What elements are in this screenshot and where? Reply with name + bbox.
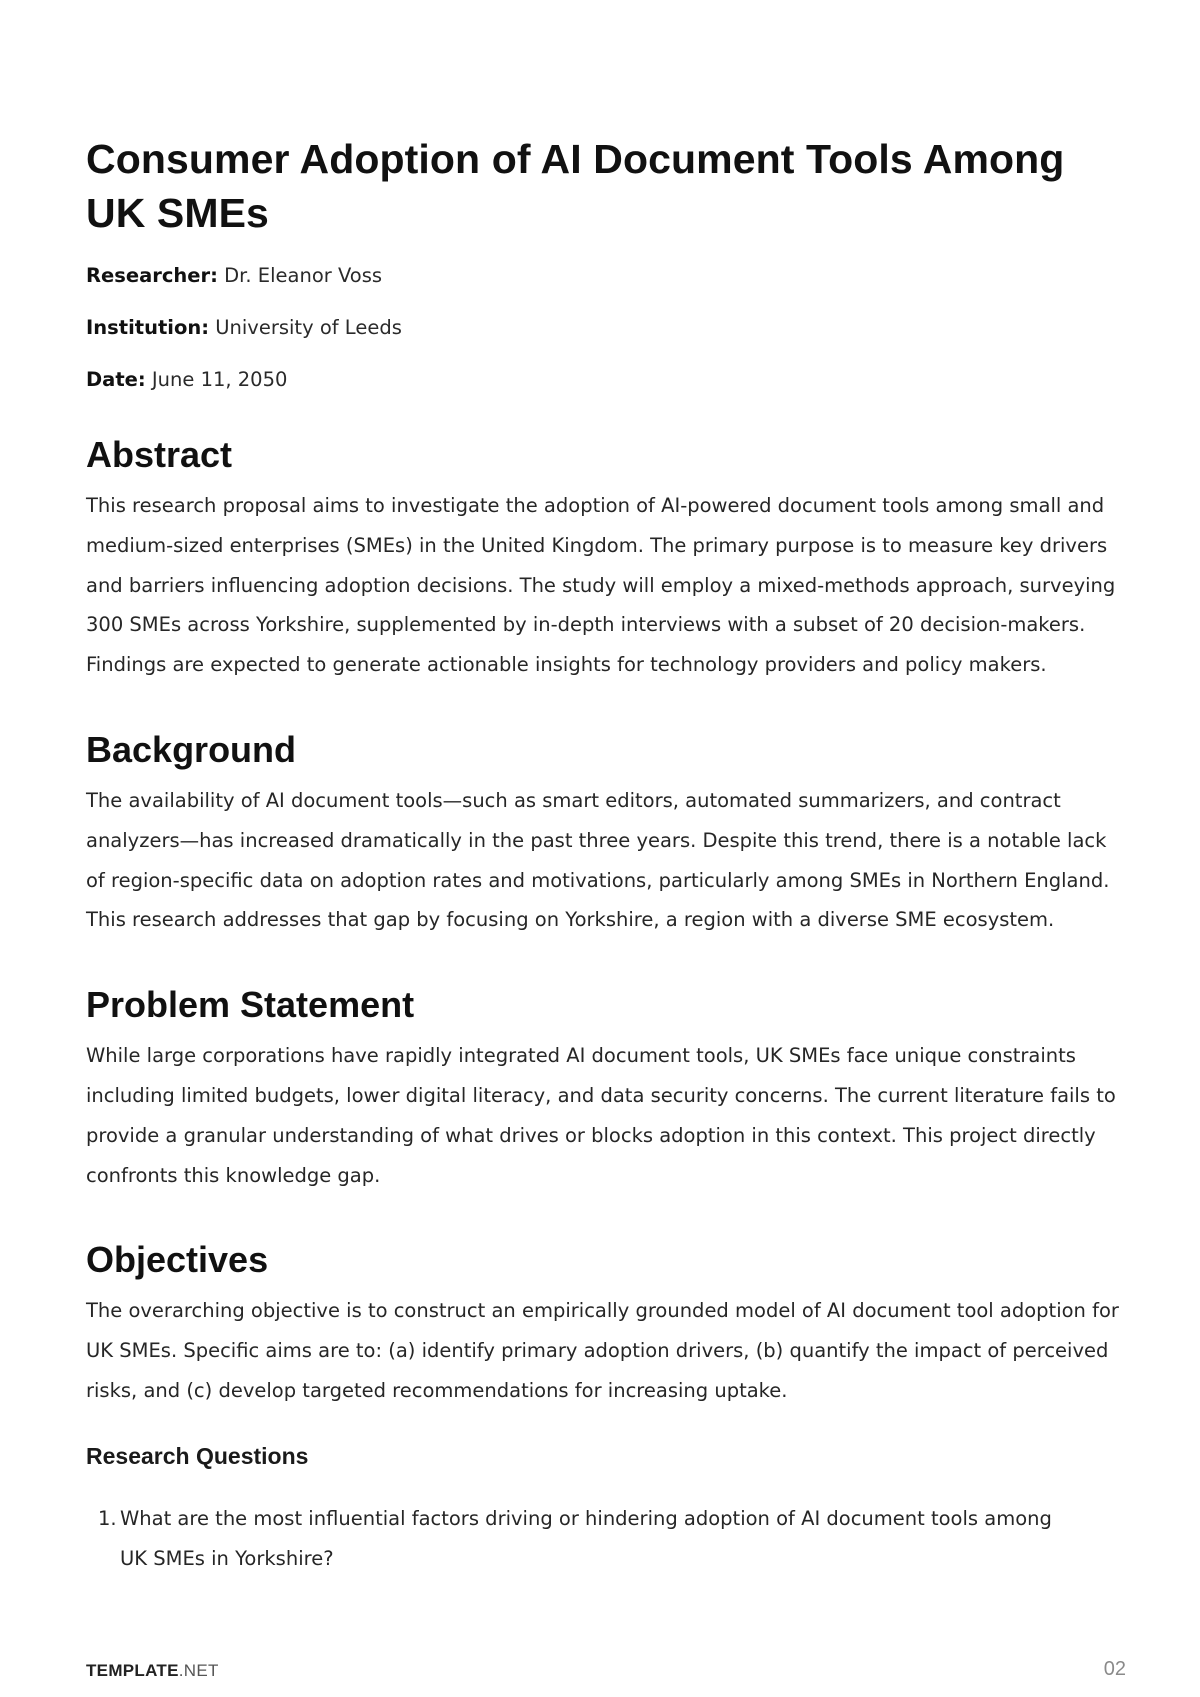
page-number: 02 bbox=[1103, 1658, 1126, 1680]
abstract-section bbox=[86, 432, 1126, 685]
document-page bbox=[86, 132, 1126, 1578]
question-number: 1. bbox=[98, 1506, 117, 1530]
question-text: What are the most influential factors driving or hindering adoption of AI document tools among UK SMEs in Yorkshire? bbox=[120, 1506, 1052, 1570]
meta-institution-label: Institution: bbox=[86, 316, 210, 339]
problem-statement-section bbox=[86, 982, 1126, 1195]
objectives-section bbox=[86, 1237, 1126, 1578]
background-section bbox=[86, 727, 1126, 940]
background-body: The availability of AI document tools—such as smart editors, automated summarizers, and contract analyzers—has increased dramatically in the past three years. Despite this trend, there is a notable lack of region-specific data on adoption rates and motivations, particularly among SMEs in Northern England. This research addresses that gap by focusing on Yorkshire, a region with a diverse SME ecosystem. bbox=[86, 788, 1110, 932]
meta-researcher-value: Dr. Eleanor Voss bbox=[224, 264, 383, 287]
research-questions-list bbox=[86, 1499, 1126, 1579]
document-title: Consumer Adoption of AI Document Tools Among UK SMEs bbox=[86, 136, 1065, 236]
abstract-heading: Abstract bbox=[86, 434, 233, 475]
page-footer bbox=[86, 1660, 1126, 1682]
meta-institution-value: University of Leeds bbox=[215, 316, 402, 339]
meta-date-label: Date: bbox=[86, 368, 146, 391]
abstract-body: This research proposal aims to investigate the adoption of AI-powered document tools among small and medium-sized enterprises (SMEs) in the United Kingdom. The primary purpose is to measure key drivers and barriers influencing adoption decisions. The study will employ a mixed-methods approach, surveying 300 SMEs across Yorkshire, supplemented by in-depth interviews with a subset of 20 decision-makers. Findings are expected to generate actionable insights for technology providers and policy makers. bbox=[86, 494, 1116, 677]
meta-date-value: June 11, 2050 bbox=[151, 368, 288, 391]
meta-researcher bbox=[86, 262, 1126, 290]
objectives-heading: Objectives bbox=[86, 1239, 269, 1281]
research-questions-heading: Research Questions bbox=[86, 1442, 309, 1469]
list-item bbox=[86, 1499, 1060, 1579]
meta-institution bbox=[86, 314, 1126, 342]
meta-researcher-label: Researcher: bbox=[86, 264, 218, 287]
problem-statement-body: While large corporations have rapidly integrated AI document tools, UK SMEs face unique constraints including limited budgets, lower digital literacy, and data security concerns. The current literature fails to provide a granular understanding of what drives or blocks adoption in this context. This project directly confronts this knowledge gap. bbox=[86, 1044, 1116, 1187]
brand-logo-light: .NET bbox=[178, 1661, 219, 1680]
problem-statement-heading: Problem Statement bbox=[86, 984, 415, 1026]
meta-date bbox=[86, 366, 1126, 394]
brand-logo bbox=[86, 1660, 219, 1682]
background-heading: Background bbox=[86, 728, 297, 770]
brand-logo-strong: TEMPLATE bbox=[86, 1661, 179, 1680]
objectives-body: The overarching objective is to construct an empirically grounded model of AI document tool adoption for UK SMEs. Specific aims are to: (a) identify primary adoption drivers, (b) quantify the impact of perceived risks, and (c) develop targeted recommendations for increasing uptake. bbox=[86, 1299, 1119, 1402]
